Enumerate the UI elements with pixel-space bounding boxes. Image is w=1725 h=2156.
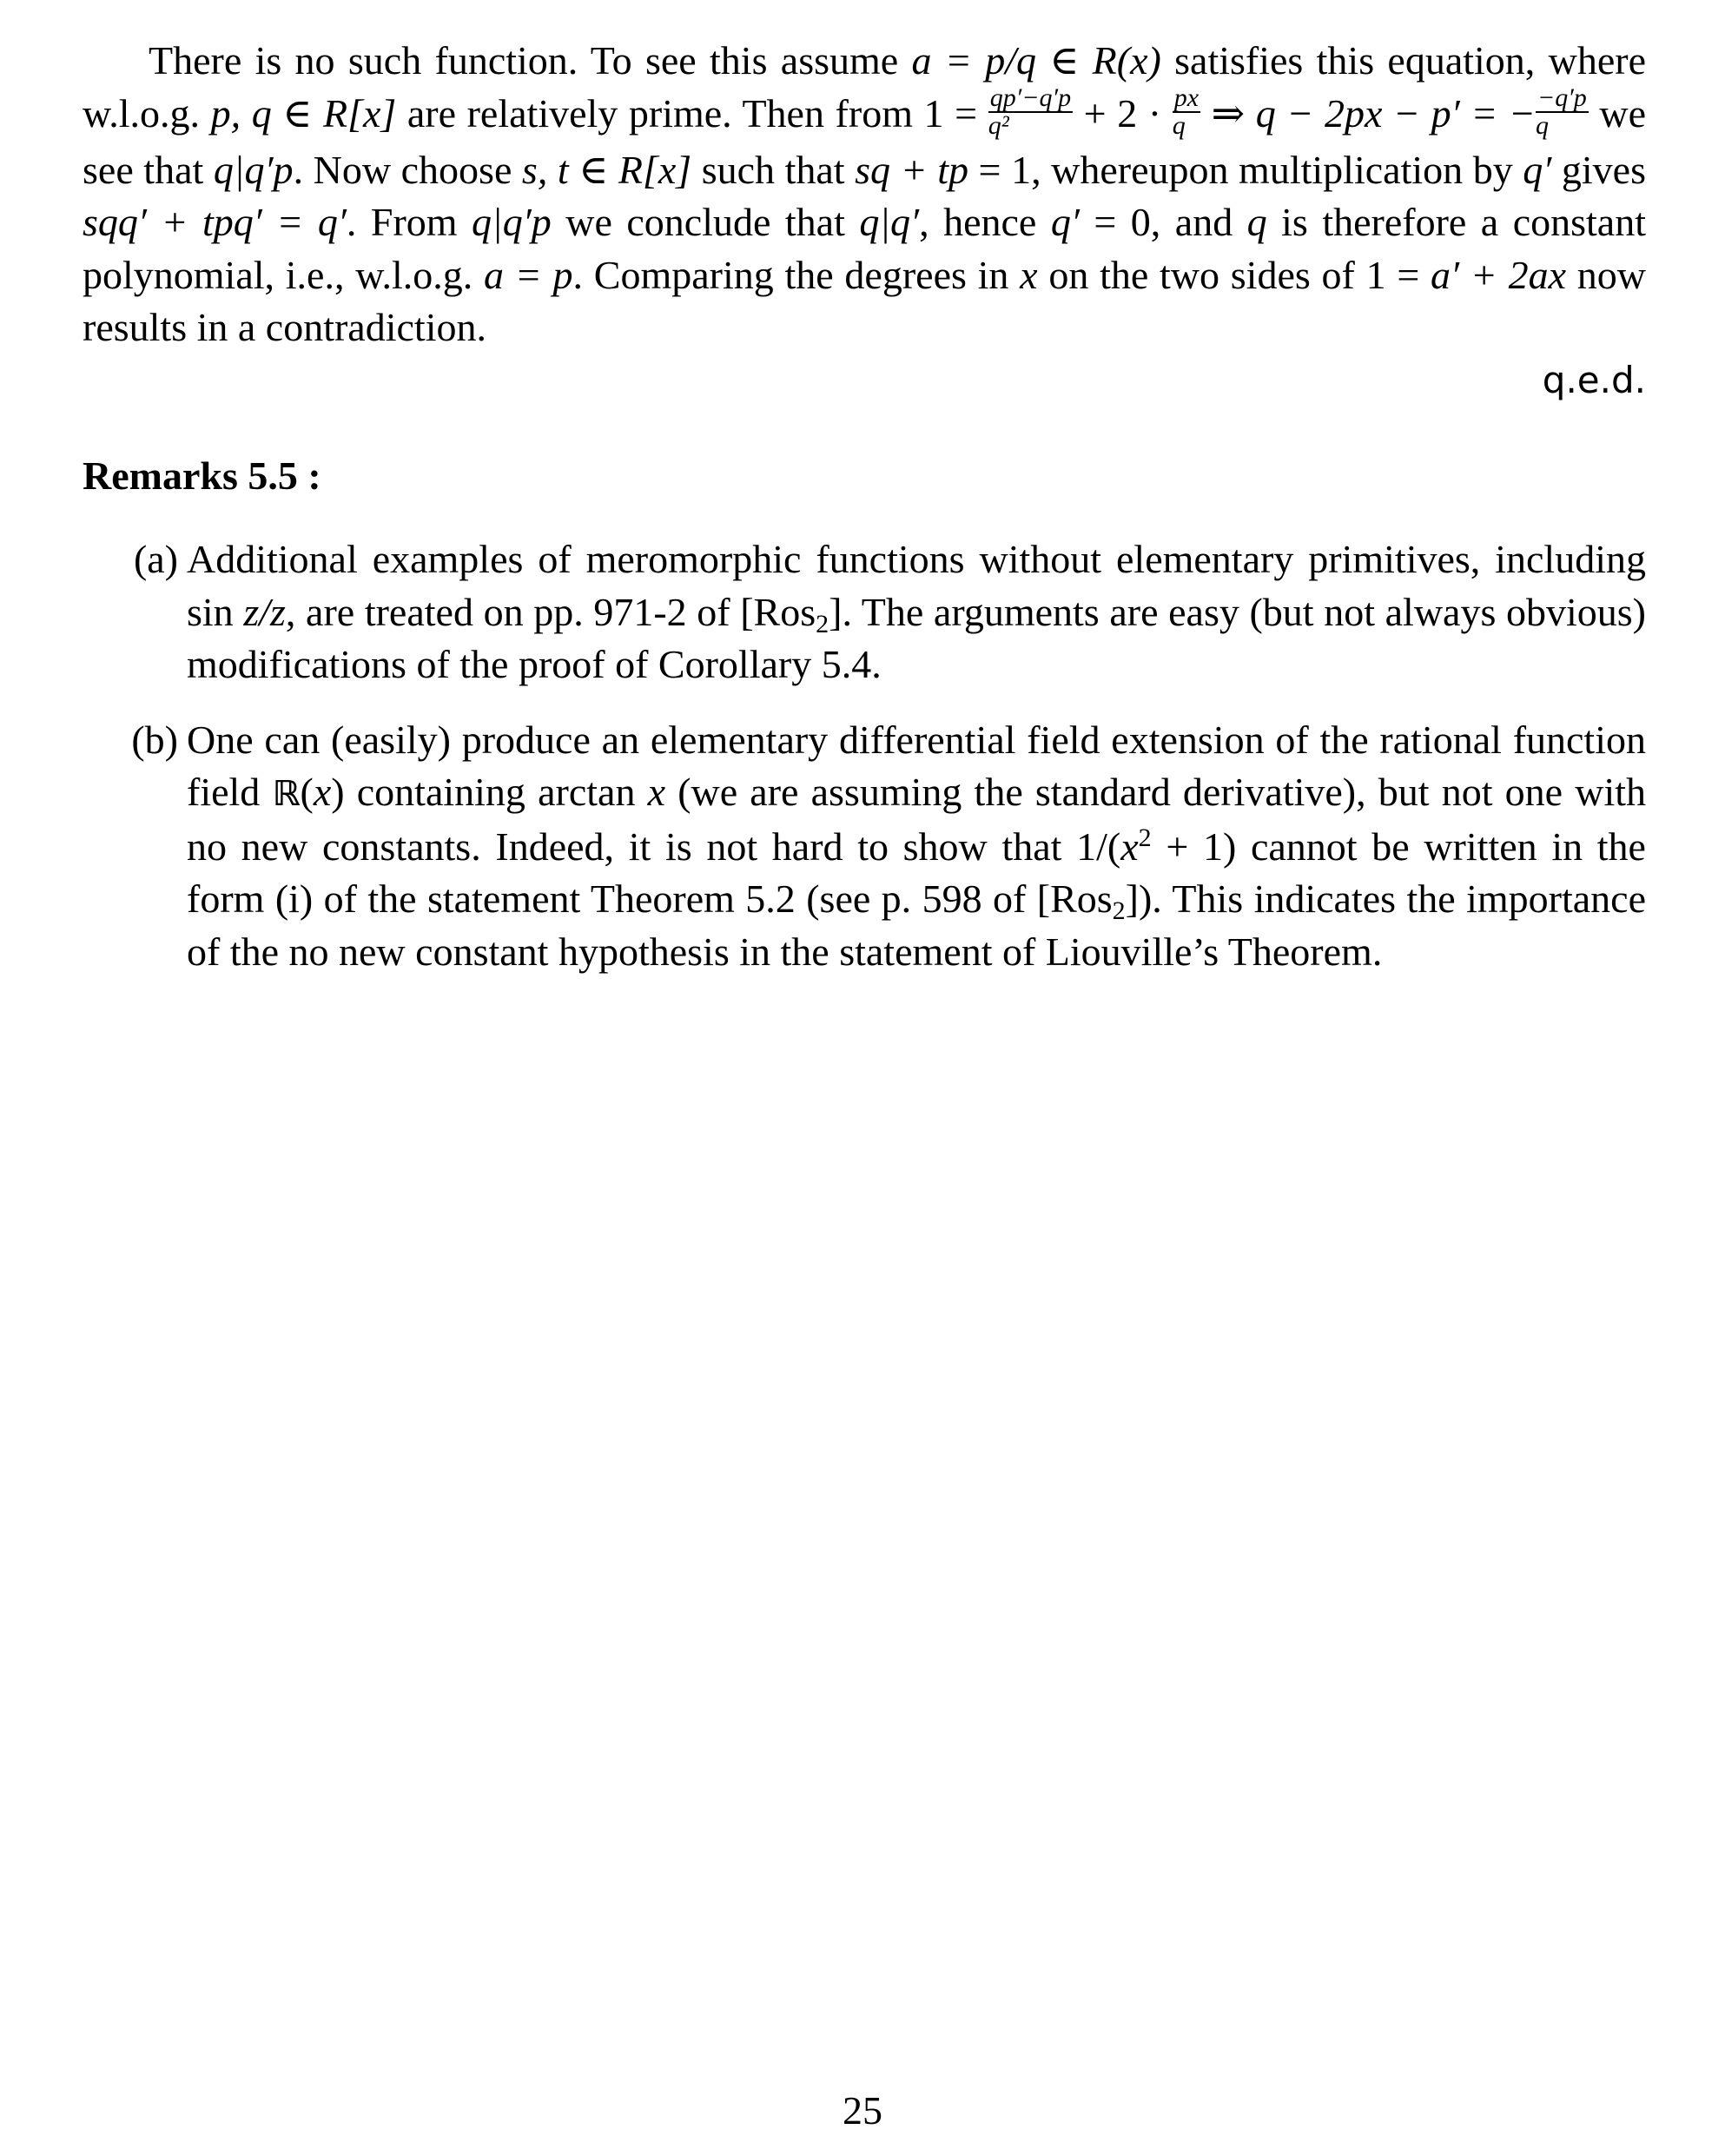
math-expression: a = p/q ∈ R(x) [911, 38, 1161, 83]
proof-text: satisfies this equation, where w.l.o.g. [83, 38, 1646, 136]
math-expression: q|q′p [213, 147, 294, 192]
remark-body [187, 533, 1646, 691]
math-expression: a′ + 2ax [1431, 252, 1567, 297]
math-expression: q′ [1523, 147, 1552, 192]
proof-text: on the two sides of 1 = [1037, 252, 1431, 297]
remark-text: , are treated on pp. 971-2 of [Ros [285, 589, 816, 634]
math-expression: q|q′p [472, 200, 552, 245]
remark-label: (b) [131, 717, 178, 762]
proof-text: , hence [919, 200, 1051, 245]
proof-text: . From [346, 200, 473, 245]
fraction-denominator: q [1172, 110, 1186, 140]
remark-text: ]). This indicates the importance of the no new constant hypothesis in the statement of Liouville’s Theorem. [187, 876, 1646, 974]
blackboard-r-symbol: ℝ [272, 774, 301, 815]
remark-body [187, 714, 1646, 979]
remark-text: + 1) cannot be written in the form (i) of the statement Theorem 5.2 (see p. 598 of [Ros [187, 823, 1646, 922]
math-expression: a = p [483, 252, 573, 297]
proof-text: There is no such function. To see this assume [149, 38, 912, 83]
remark-label: (a) [133, 537, 178, 582]
math-expression: sq + tp [855, 147, 968, 192]
proof-text: = 0, and [1079, 200, 1247, 245]
proof-text: + 2 · [1073, 90, 1173, 136]
remark-text: Additional examples of meromorphic functions without elementary primitives, including sin [187, 537, 1646, 634]
remark-text: (we are assuming the standard derivative), but not one with no new constants. Indeed, it is not hard to show that 1/( [187, 770, 1647, 869]
proof-text: such that [691, 147, 856, 192]
remark-item-a [83, 533, 1646, 691]
remarks-list [83, 533, 1646, 978]
fraction-denominator: q² [988, 110, 1009, 140]
math-expression: sqq′ + tpq′ = q′ [83, 200, 347, 245]
proof-text: . Comparing the degrees in [572, 252, 1021, 297]
superscript: 2 [1138, 823, 1152, 852]
math-expression: x [1120, 823, 1139, 869]
remark-text: ]. The arguments are easy (but not always obvious) modifications of the proof of Corollary 5.4. [187, 589, 1646, 687]
fraction [1536, 85, 1589, 139]
math-expression: q [1246, 200, 1267, 245]
math-expression: q′ [1050, 200, 1080, 245]
fraction [988, 85, 1073, 139]
fraction-numerator: px [1173, 83, 1200, 112]
page-number: 25 [843, 2088, 882, 2133]
math-expression: x [313, 770, 332, 815]
math-expression: p, q ∈ R[x] [210, 90, 397, 136]
math-expression: z/z [243, 589, 286, 634]
proof-text: now results in a contradiction. [83, 252, 1646, 350]
proof-text: gives [1551, 147, 1646, 192]
math-expression: ⇒ q − 2px − p′ = − [1200, 90, 1536, 136]
fraction-numerator: −q′p [1537, 83, 1587, 112]
qed-line [83, 354, 1646, 407]
math-expression: q|q′ [859, 200, 920, 245]
remark-text: ) containing arctan [331, 770, 648, 815]
math-expression: s, t ∈ R[x] [521, 147, 692, 192]
proof-text: are relatively prime. Then from 1 = [396, 90, 988, 136]
proof-text: . Now choose [293, 147, 522, 192]
fraction-denominator: q [1535, 110, 1549, 140]
proof-text: is therefore a constant polynomial, i.e., w.l.o.g. [83, 200, 1646, 297]
proof-paragraph [83, 35, 1646, 354]
remark-text: ( [300, 770, 314, 815]
remark-text: One can (easily) produce an elementary differential field extension of the rational function field [187, 717, 1646, 815]
proof-text: we conclude that [551, 200, 860, 245]
math-expression: x [1020, 252, 1038, 297]
fraction [1173, 85, 1200, 139]
remark-item-b [83, 714, 1646, 979]
subscript: 2 [816, 609, 829, 638]
subscript: 2 [1112, 896, 1126, 926]
math-expression: x [647, 770, 666, 815]
qed-mark: q.e.d. [1542, 358, 1646, 401]
remarks-heading: Remarks 5.5 : [83, 453, 321, 499]
proof-text: we see that [83, 90, 1647, 192]
page-content [83, 35, 1646, 1001]
proof-text: = 1, whereupon multiplication by [968, 147, 1523, 192]
fraction-numerator: qp′−q′p [989, 83, 1072, 112]
